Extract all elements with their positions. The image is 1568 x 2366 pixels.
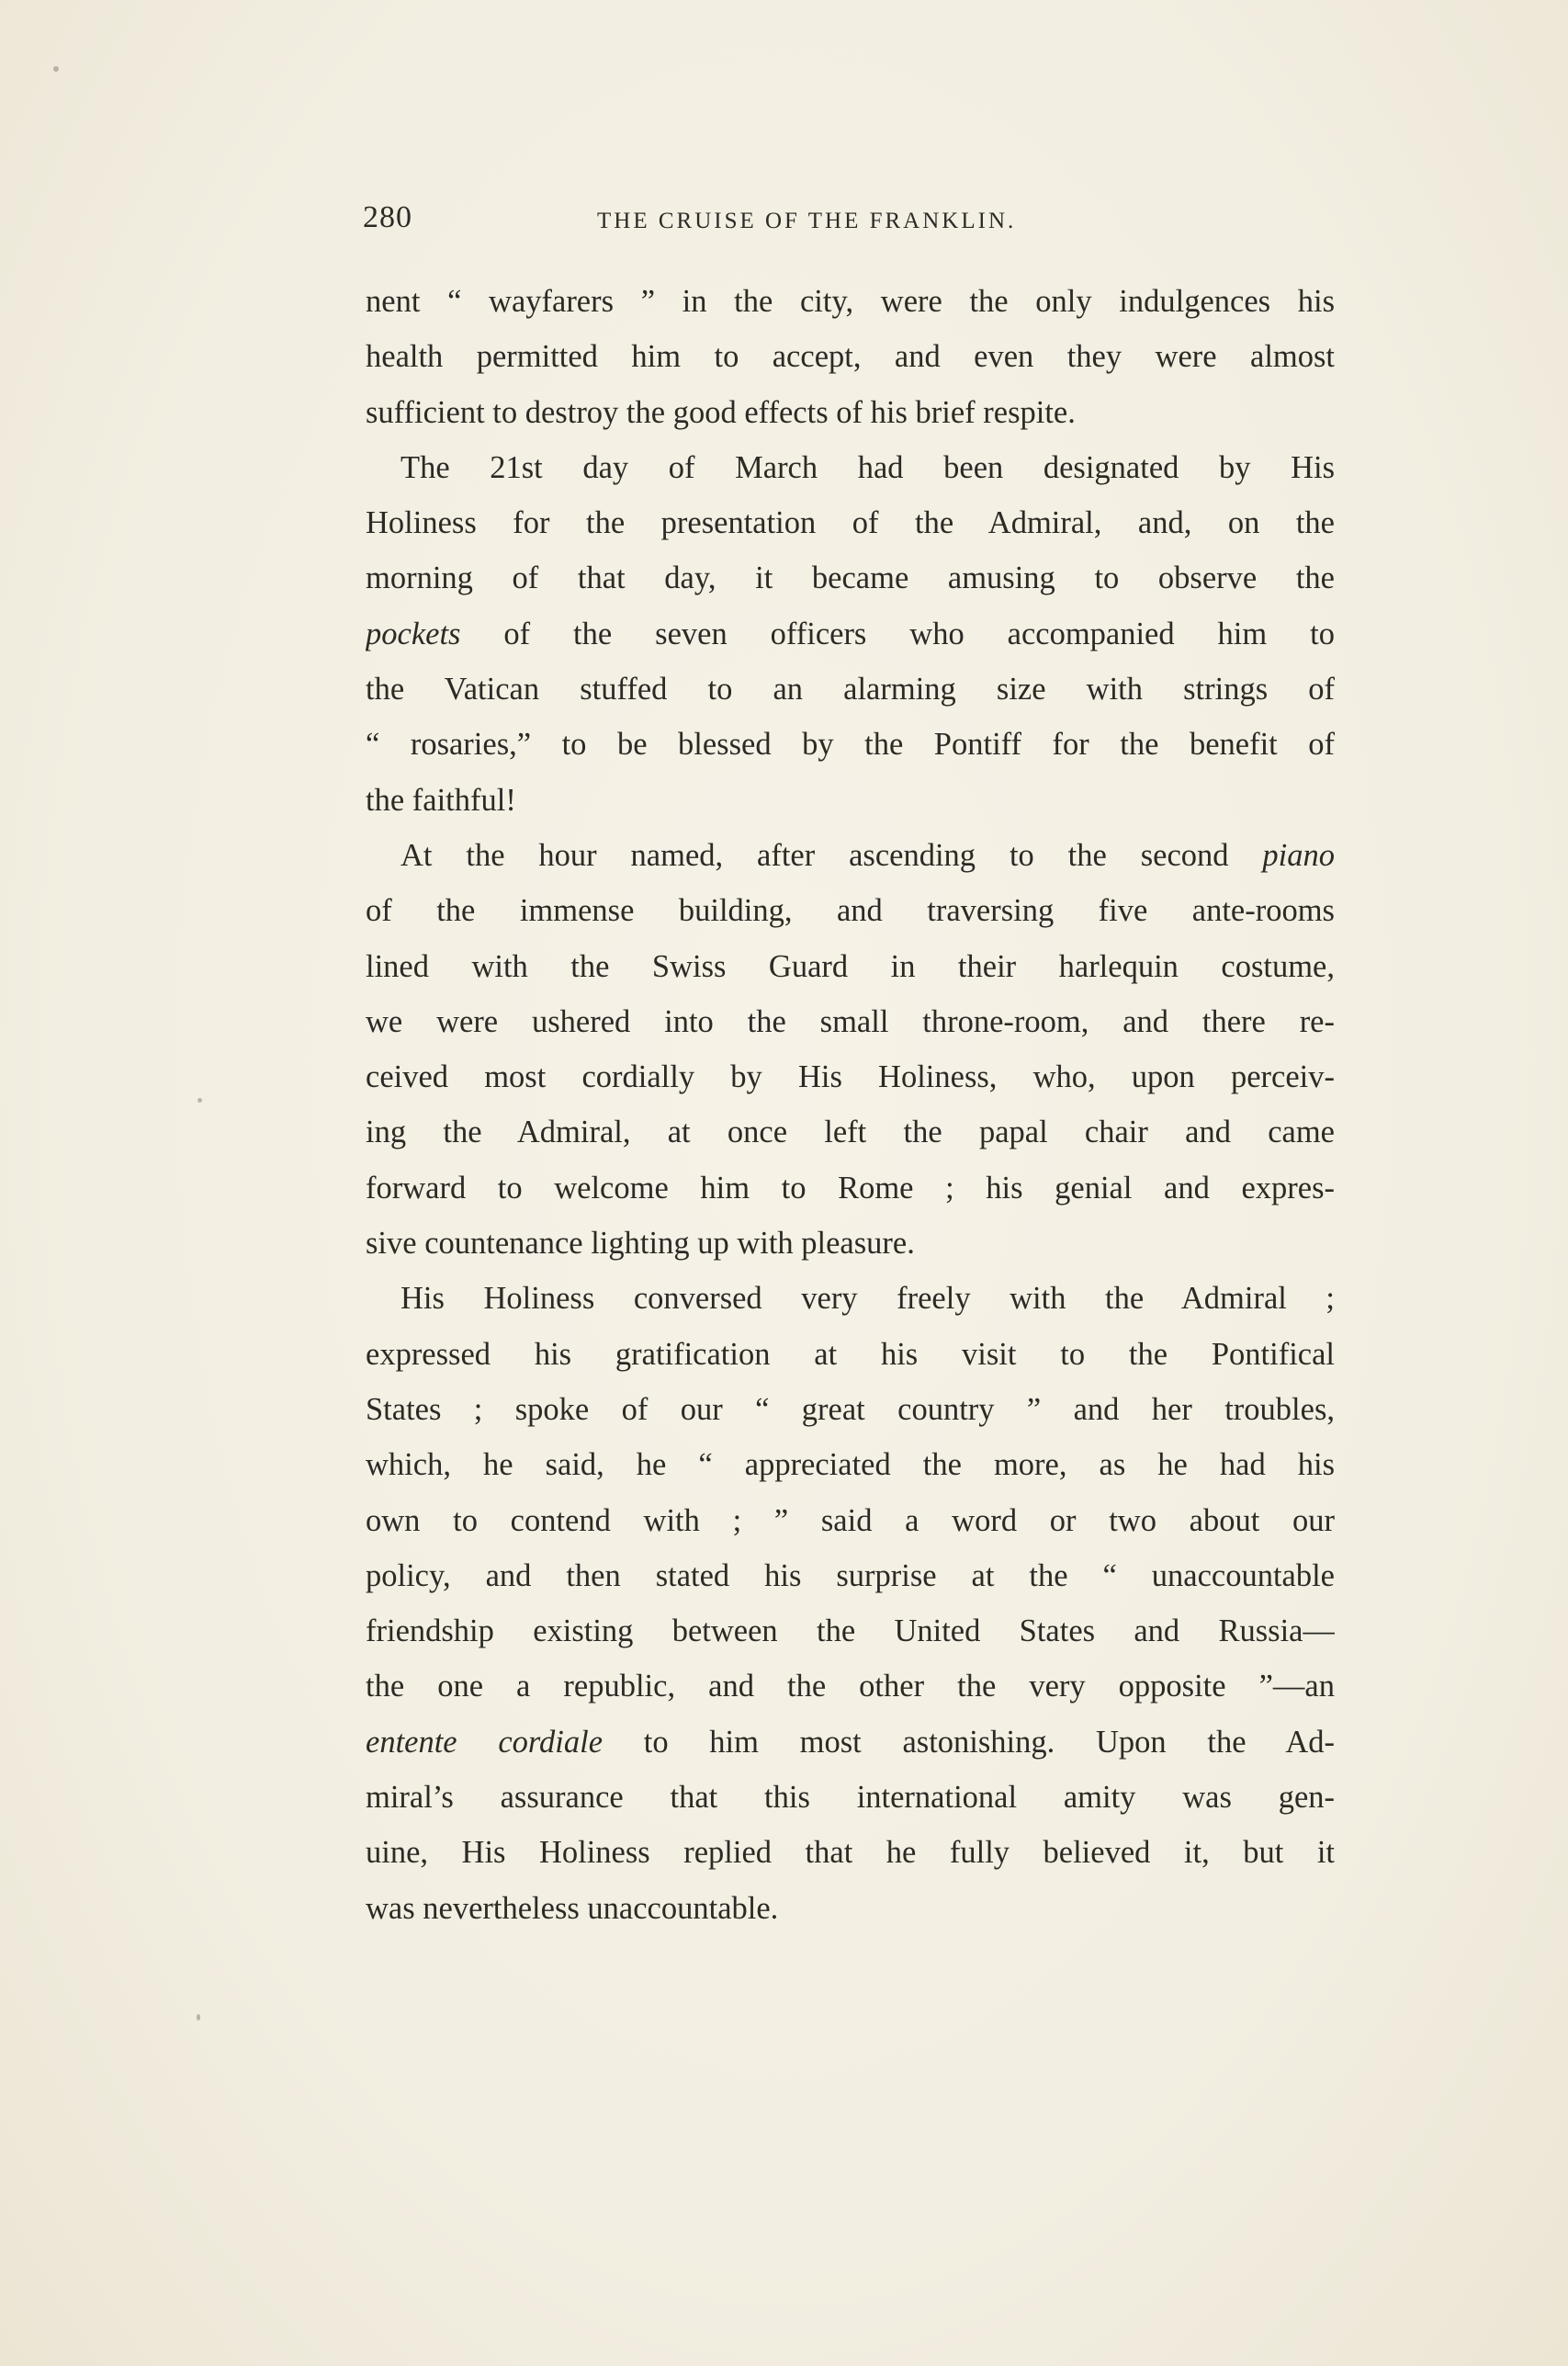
- text-line: ing the Admiral, at once left the papal chair and came: [366, 1115, 1335, 1150]
- text-line: own to contend with ; ” said a word or two about our: [366, 1502, 1335, 1538]
- body-text: [366, 274, 1335, 1936]
- text-line: uine, His Holiness replied that he fully believed it, but it: [366, 1835, 1335, 1871]
- text-line: “ rosaries,” to be blessed by the Pontiff for the benefit of: [366, 727, 1335, 763]
- italic-word: piano: [1262, 837, 1335, 873]
- text-line: the one a republic, and the other the very opposite ”—an: [366, 1669, 1335, 1704]
- text-line: was nevertheless unaccountable.: [366, 1890, 779, 1926]
- text-line: morning of that day, it became amusing to observe the: [366, 560, 1335, 596]
- text-line: lined with the Swiss Guard in their harlequin costume,: [366, 948, 1335, 984]
- running-title: THE CRUISE OF THE FRANKLIN.: [597, 209, 1017, 233]
- text-line: health permitted him to accept, and even they were almost: [366, 339, 1335, 375]
- text-line: sufficient to destroy the good effects of his brief respite.: [366, 394, 1076, 430]
- text-line: expressed his gratification at his visit to the Pontifical: [366, 1336, 1335, 1372]
- text-line: the faithful!: [366, 782, 516, 818]
- paragraph-first-line: His Holiness conversed very freely with the Admiral ;: [400, 1281, 1335, 1317]
- text-line: forward to welcome him to Rome ; his genial and expres-: [366, 1170, 1335, 1206]
- page-number: 280: [363, 200, 412, 234]
- text-run: of the seven officers who accompanied him to: [460, 616, 1335, 651]
- text-line: friendship existing between the United States and Russia—: [366, 1613, 1335, 1649]
- paper-speck: [197, 1098, 202, 1103]
- text-line: of the immense building, and traversing five ante-rooms: [366, 893, 1335, 929]
- text-line: which, he said, he “ appreciated the more, as he had his: [366, 1447, 1335, 1483]
- text-line: miral’s assurance that this international amity was gen-: [366, 1780, 1335, 1816]
- text-line: ceived most cordially by His Holiness, who, upon perceiv-: [366, 1059, 1335, 1095]
- text-line: nent “ wayfarers ” in the city, were the only indulgences his: [366, 284, 1335, 319]
- text-run: At the hour named, after ascending to the second: [400, 837, 1263, 873]
- text-line: States ; spoke of our “ great country ” and her troubles,: [366, 1391, 1335, 1427]
- text-line: we were ushered into the small throne-room, and there re-: [366, 1003, 1335, 1039]
- paragraph-first-line: [366, 828, 1335, 883]
- text-line: sive countenance lighting up with pleasure.: [366, 1226, 915, 1262]
- paragraph-first-line: The 21st day of March had been designated by His: [400, 449, 1335, 485]
- text-line: Holiness for the presentation of the Admiral, and, on the: [366, 505, 1335, 541]
- text-line: [366, 606, 1335, 662]
- text-line: [366, 1715, 1335, 1770]
- text-run: to him most astonishing. Upon the Ad-: [603, 1724, 1335, 1760]
- italic-phrase: entente cordiale: [366, 1724, 604, 1760]
- paper-speck: [197, 2014, 200, 2021]
- text-line: the Vatican stuffed to an alarming size with strings of: [366, 672, 1335, 708]
- text-line: policy, and then stated his surprise at the “ unaccountable: [366, 1557, 1335, 1593]
- running-head: [363, 200, 1335, 246]
- paper-speck: [53, 66, 59, 72]
- italic-word: pockets: [366, 616, 461, 651]
